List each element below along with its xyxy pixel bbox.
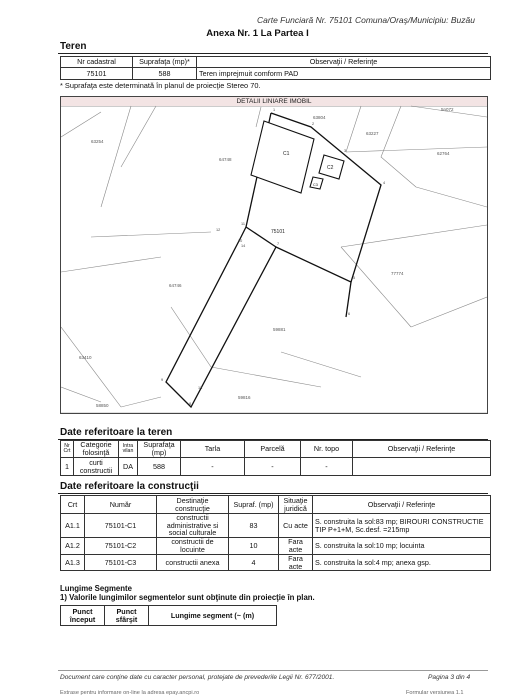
cell-situatie: Fara acte xyxy=(279,555,313,571)
cell-destinatie: constructii anexa xyxy=(157,555,229,571)
point-13: 13 xyxy=(198,386,203,390)
point-8: 8 xyxy=(189,402,192,406)
parcel-plan xyxy=(60,96,488,414)
cell-situatie: Cu acte xyxy=(279,514,313,538)
col-observatii: Observaţii / Referinţe xyxy=(197,57,491,68)
label-neighbor-12: 58850 xyxy=(96,403,109,408)
footer-page-number: Pagina 3 din 4 xyxy=(428,674,471,681)
col-punct-sfarsit: Punct sfârşit xyxy=(105,606,149,626)
cell-nr-crt: 1 xyxy=(61,458,74,476)
plan-drawing xyxy=(61,97,487,413)
col-suprafata: Suprafaţa (mp)* xyxy=(133,57,197,68)
point-5: 5 xyxy=(353,276,356,280)
annex-title: Anexa Nr. 1 La Partea I xyxy=(206,28,309,39)
label-c3: C3 xyxy=(313,183,318,187)
label-neighbor-10: 63410 xyxy=(79,355,92,360)
point-7: 7 xyxy=(277,242,280,246)
date-teren-table xyxy=(60,440,491,476)
col-supraf: Supraf. (mp) xyxy=(229,496,279,514)
document-title: Carte Funciară Nr. 75101 Comuna/Oraş/Municipiu: Buzău xyxy=(257,15,475,25)
segmente-subtitle: 1) Valorile lungimilor segmentelor sunt obţinute din proiecţie în plan. xyxy=(60,593,315,602)
label-neighbor-1: 5n072 xyxy=(441,107,454,112)
cell-crt: A1.1 xyxy=(61,514,85,538)
col-lungime: Lungime segment (~ (m) xyxy=(149,606,277,626)
label-neighbor-9: 59881 xyxy=(273,327,286,332)
col-destinatie: Destinaţie construcţie xyxy=(157,496,229,514)
table-row xyxy=(61,555,491,571)
section-rule xyxy=(58,53,488,54)
cell-categorie: curti constructii xyxy=(74,458,119,476)
col-nr-topo: Nr. topo xyxy=(301,441,353,458)
section-date-constructii-title: Date referitoare la construcţii xyxy=(60,481,199,492)
cell-numar: 75101-C3 xyxy=(85,555,157,571)
label-parcel: 75101 xyxy=(271,229,285,235)
point-4: 4 xyxy=(383,181,386,185)
teren-footnote: * Suprafaţa este determinată în planul de proiecţie Stereo 70. xyxy=(60,81,261,90)
construction-c1 xyxy=(251,121,314,193)
segmente-table xyxy=(60,605,277,626)
table-row xyxy=(61,514,491,538)
cell-numar: 75101-C1 xyxy=(85,514,157,538)
col-categorie: Categorie folosinţă xyxy=(74,441,119,458)
cell-nr-topo: - xyxy=(301,458,353,476)
section-teren-title: Teren xyxy=(60,41,87,52)
label-neighbor-4: 63227 xyxy=(366,131,379,136)
plan-title: DETALII LINIARE IMOBIL xyxy=(61,97,487,107)
col-numar: Număr xyxy=(85,496,157,514)
col-nr-crt: Nr Crt xyxy=(61,441,74,458)
label-c1: C1 xyxy=(283,151,290,157)
point-2: 2 xyxy=(312,122,315,126)
cell-crt: A1.2 xyxy=(61,538,85,555)
label-neighbor-8: 64746 xyxy=(169,283,182,288)
cell-intravilan: DA xyxy=(119,458,138,476)
col-situatie: Situaţie juridică xyxy=(279,496,313,514)
constructions xyxy=(251,121,347,193)
point-14: 14 xyxy=(241,244,246,248)
table-row xyxy=(61,538,491,555)
point-1: 1 xyxy=(273,108,276,112)
cell-parcela: - xyxy=(245,458,301,476)
footer-extract-link[interactable]: Extrase pentru informare on-line la adresa epay.ancpi.ro xyxy=(60,690,200,696)
cell-situatie: Fara acte xyxy=(279,538,313,555)
point-10: 10 xyxy=(238,239,243,243)
point-11: 11 xyxy=(241,222,245,226)
cell-observatii: Teren imprejmuit comform PAD xyxy=(197,68,491,80)
teren-table xyxy=(60,56,491,80)
label-neighbor-7: 77774 xyxy=(391,271,404,276)
col-parcela: Parcelă xyxy=(245,441,301,458)
col-nr-cadastral: Nr cadastral xyxy=(61,57,133,68)
cell-observatii xyxy=(353,458,491,476)
point-6: 6 xyxy=(348,312,351,316)
point-9: 9 xyxy=(161,378,164,382)
cell-observatii: S. construita la sol:10 mp; locuinta xyxy=(313,538,491,555)
footer-legal-note: Document care conţine date cu caracter personal, protejate de prevederile Legii Nr. 677/2001. xyxy=(60,674,335,681)
cell-destinatie: constructii de locuinte xyxy=(157,538,229,555)
col-tarla: Tarla xyxy=(181,441,245,458)
cell-observatii: S. construita la sol:83 mp; BIROURI CONSTRUCTIE TIP P+1+M, Sc.desf. =215mp xyxy=(313,514,491,538)
cell-supraf: 4 xyxy=(229,555,279,571)
label-neighbor-5: 62764 xyxy=(437,151,450,156)
segmente-title: Lungime Segmente xyxy=(60,584,132,593)
col-observatii: Observaţii / Referinţe xyxy=(353,441,491,458)
section-date-teren-title: Date referitoare la teren xyxy=(60,427,173,438)
label-neighbor-3: 63254 xyxy=(91,139,104,144)
col-crt: Crt xyxy=(61,496,85,514)
cell-crt: A1.3 xyxy=(61,555,85,571)
footer-rule xyxy=(58,670,488,671)
col-intravilan: Intra vilan xyxy=(119,441,138,458)
cell-suprafata: 588 xyxy=(138,458,181,476)
section-rule xyxy=(58,493,488,494)
label-neighbor-11: 59816 xyxy=(238,395,251,400)
label-c2: C2 xyxy=(327,165,334,171)
cell-observatii: S. construita la sol:4 mp; anexa gsp. xyxy=(313,555,491,571)
footer-form-version: Formular versiunea 1.1 xyxy=(406,690,464,696)
col-observatii: Observaţii / Referinţe xyxy=(313,496,491,514)
cell-tarla: - xyxy=(181,458,245,476)
point-3: 3 xyxy=(344,149,347,153)
cell-numar: 75101-C2 xyxy=(85,538,157,555)
col-punct-inceput: Punct început xyxy=(61,606,105,626)
cell-suprafata: 588 xyxy=(133,68,197,80)
cell-nr-cadastral: 75101 xyxy=(61,68,133,80)
date-constructii-table xyxy=(60,495,491,571)
label-neighbor-2: 63804 xyxy=(313,115,326,120)
point-12: 12 xyxy=(216,228,221,232)
cell-supraf: 10 xyxy=(229,538,279,555)
cell-destinatie: constructii administrative si social culturale xyxy=(157,514,229,538)
cell-supraf: 83 xyxy=(229,514,279,538)
label-neighbor-6: 64748 xyxy=(219,157,232,162)
col-suprafata: Suprafaţa (mp) xyxy=(138,441,181,458)
